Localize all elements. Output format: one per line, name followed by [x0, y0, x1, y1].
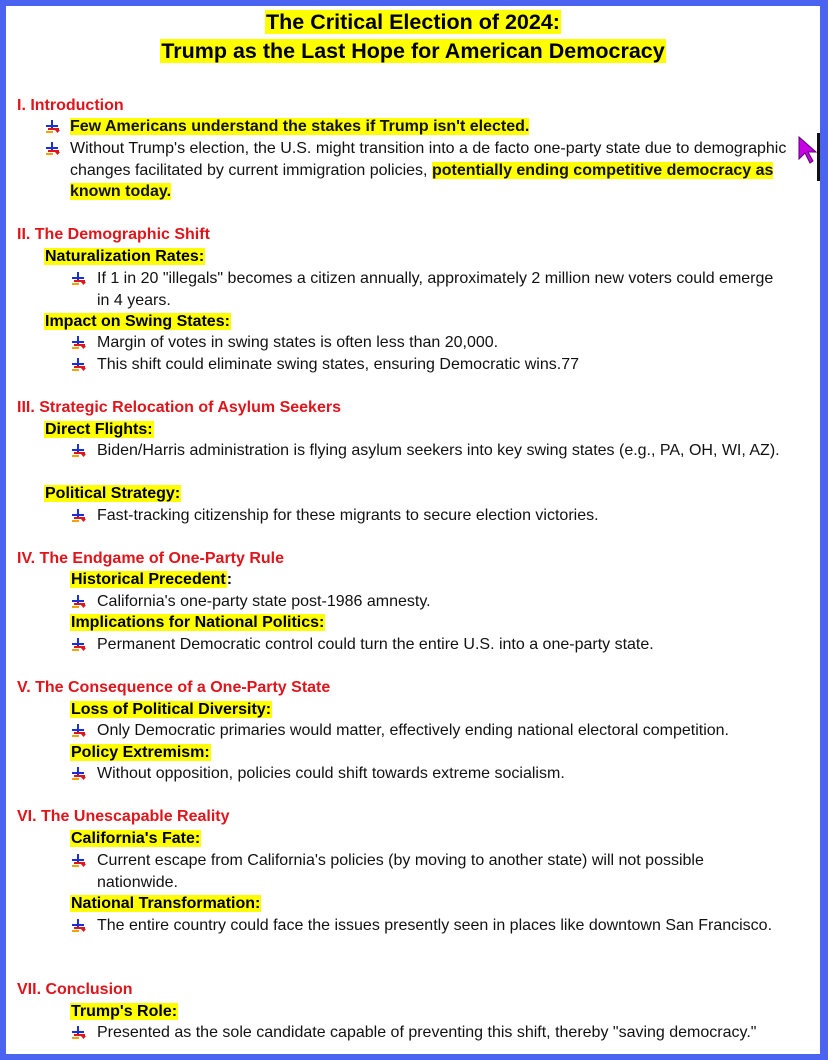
section-heading-unescapable-reality: VI. The Unescapable Reality	[17, 808, 230, 825]
section-heading-consequence: V. The Consequence of a One-Party State	[17, 679, 331, 696]
subheading: Direct Flights:	[45, 421, 153, 438]
subheading: Historical Precedent:	[71, 571, 233, 588]
section-heading-introduction: I. Introduction	[17, 97, 124, 114]
list-item: Without opposition, policies could shift towards extreme socialism.	[97, 765, 565, 782]
section-heading-demographic-shift: II. The Demographic Shift	[17, 226, 210, 243]
list-item: This shift could eliminate swing states, ensuring Democratic wins.77	[97, 356, 579, 373]
list-item: Current escape from California's policies (by moving to another state) will not possible nationwide.	[97, 852, 704, 891]
cross-arrow-bullet-icon	[72, 595, 86, 609]
cross-arrow-bullet-icon	[72, 919, 86, 933]
section-heading-strategic-relocation: III. Strategic Relocation of Asylum Seekers	[17, 399, 341, 416]
cross-arrow-bullet-icon	[46, 142, 60, 156]
cross-arrow-bullet-icon	[72, 358, 86, 372]
document-title	[6, 8, 820, 66]
subheading: Political Strategy:	[45, 485, 181, 502]
list-item: Permanent Democratic control could turn the entire U.S. into a one-party state.	[97, 636, 654, 653]
subheading: Naturalization Rates:	[45, 248, 205, 265]
subheading: Loss of Political Diversity:	[71, 701, 272, 718]
cross-arrow-bullet-icon	[72, 444, 86, 458]
cross-arrow-bullet-icon	[72, 854, 86, 868]
mouse-pointer-icon	[798, 136, 820, 164]
cross-arrow-bullet-icon	[72, 1026, 86, 1040]
title-line-2: Trump as the Last Hope for American Democracy	[161, 39, 665, 63]
cross-arrow-bullet-icon	[72, 272, 86, 286]
document-page	[6, 6, 820, 1054]
subheading: Policy Extremism:	[71, 744, 210, 761]
list-item: Presented as the sole candidate capable of preventing this shift, thereby "saving democracy."	[97, 1024, 757, 1041]
cross-arrow-bullet-icon	[72, 509, 86, 523]
list-item: Only Democratic primaries would matter, effectively ending national electoral competition.	[97, 722, 729, 739]
subheading: California's Fate:	[71, 830, 201, 847]
subheading: Implications for National Politics:	[71, 614, 325, 631]
list-item: The entire country could face the issues presently seen in places like downtown San Francisco.	[97, 917, 773, 934]
cross-arrow-bullet-icon	[72, 724, 86, 738]
list-item: Without Trump's election, the U.S. might transition into a de facto one-party state due to demographic changes facilitated by current immigration policies, potentially ending competitive democracy as known today.	[70, 140, 787, 200]
list-item: Fast-tracking citizenship for these migrants to secure election victories.	[97, 507, 599, 524]
title-line-1: The Critical Election of 2024:	[266, 10, 560, 34]
list-item: Biden/Harris administration is flying asylum seekers into key swing states (e.g., PA, OH, WI, AZ).	[97, 442, 780, 459]
list-item: California's one-party state post-1986 amnesty.	[97, 593, 431, 610]
cross-arrow-bullet-icon	[46, 120, 60, 134]
cross-arrow-bullet-icon	[72, 767, 86, 781]
list-item: If 1 in 20 "illegals" becomes a citizen annually, approximately 2 million new voters could emerge in 4 years.	[97, 270, 774, 309]
section-heading-conclusion: VII. Conclusion	[17, 981, 133, 998]
section-heading-endgame: IV. The Endgame of One-Party Rule	[17, 550, 285, 567]
list-item: Few Americans understand the stakes if Trump isn't elected.	[70, 118, 530, 135]
subheading: Trump's Role:	[71, 1003, 178, 1020]
cross-arrow-bullet-icon	[72, 638, 86, 652]
list-item: Margin of votes in swing states is often less than 20,000.	[97, 334, 499, 351]
cross-arrow-bullet-icon	[72, 336, 86, 350]
subheading: Impact on Swing States:	[45, 313, 230, 330]
subheading: National Transformation:	[71, 895, 261, 912]
